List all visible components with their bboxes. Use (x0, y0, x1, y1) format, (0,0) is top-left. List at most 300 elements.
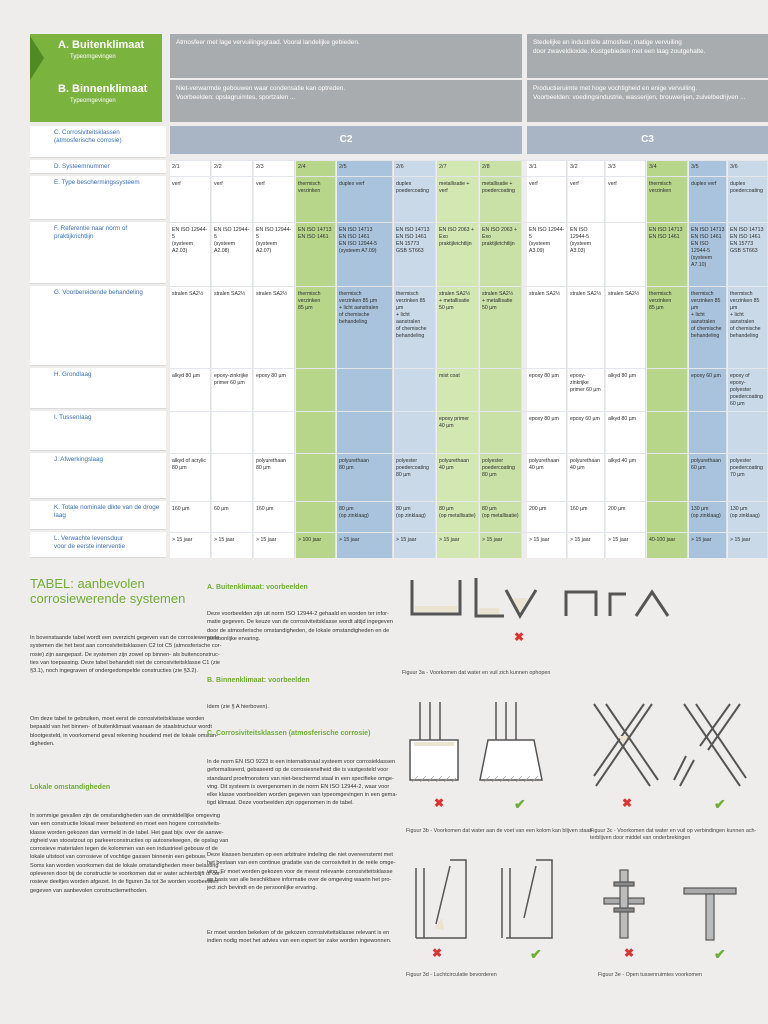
row-label-line: laag (54, 512, 66, 519)
system-number: 2/7 (439, 164, 447, 170)
cell-line: aanstralen (691, 319, 716, 325)
section-c-text-1 (207, 758, 397, 808)
system-column (647, 160, 688, 558)
cell-line: 200 µm (608, 506, 626, 512)
cell-line: (op zinklaag) (396, 513, 426, 519)
text-line: bepaald van het binnen- of buitenklimaat waaraan de staalstructuur wordt (30, 724, 212, 731)
table-title-line-1: TABEL: aanbevolen (30, 576, 145, 591)
row-divider (170, 411, 768, 412)
cell-line: mist coat (439, 373, 460, 379)
cell-line: + licht (691, 312, 705, 318)
cell-line: behandeling (691, 333, 720, 339)
cell-line: epoxy-zinkrijke (214, 373, 249, 379)
system-number: 3/1 (529, 164, 537, 170)
cell-line: polyurethaan (439, 458, 469, 464)
system-column (254, 160, 295, 558)
cell-line: alkyd 40 µm (608, 458, 637, 464)
system-column (527, 160, 567, 558)
check-icon: ✔ (530, 946, 542, 962)
cell-line: > 15 jaar (529, 537, 550, 543)
text-line: gegeven van aanbevolen constructiemethoden. (30, 887, 148, 894)
text-line: elke klasse voorbeelden worden gegeven van typeomgevingen in een gema- (207, 792, 398, 799)
cell-line: EN ISO 12944-5 (529, 227, 565, 240)
c2-buitenklimaat-line: Atmosfeer met lage vervuilingsgraad. Vooral landelijke gebieden. (176, 39, 360, 46)
figure-3a-caption (402, 670, 550, 677)
system-number: 3/2 (570, 164, 578, 170)
row-divider (170, 501, 768, 502)
cell-ref (337, 226, 393, 256)
system-number: 2/1 (172, 164, 180, 170)
cell-line: Exo praktijkrichtlijn (439, 234, 472, 247)
cell-line: > 15 jaar (339, 537, 360, 543)
cell-ground (212, 372, 253, 388)
cell-thick (568, 505, 605, 514)
cell-ground (606, 372, 646, 381)
row-divider (170, 532, 768, 533)
row-label (30, 286, 166, 366)
cell-line: 80 µm (439, 506, 454, 512)
angle-profile-shape (610, 594, 626, 616)
cell-top (689, 457, 727, 473)
cell-line: poedercoating (396, 465, 429, 471)
cell-line: Exo praktijkrichtlijn (482, 234, 515, 247)
cell-line: verzinken (649, 188, 672, 194)
cell-line: (systeem A7.09) (339, 248, 377, 254)
cell-top (568, 457, 605, 473)
cell-line: stralen SA2½ (172, 291, 204, 297)
cell-line: verzinken (298, 188, 321, 194)
system-column (394, 160, 436, 558)
cell-line: epoxy 80 µm (529, 373, 559, 379)
text-line: In de norm EN ISO 9223 is een internationaal systeem voor corrosieklassen (207, 759, 396, 765)
cell-life (394, 536, 436, 545)
cell-line: epoxy primer (439, 416, 469, 422)
c3-binnenklimaat-line-1: Productieruimte met hoge vochtigheid en enige vervuiling. (533, 85, 698, 92)
cell-line: EN ISO 1461 (396, 234, 427, 240)
cell-line: polyester (396, 458, 418, 464)
cross-icon: ✖ (624, 946, 635, 960)
cell-prep (728, 290, 768, 341)
intro-paragraph-1 (30, 634, 222, 675)
cell-line: polyurethaan (570, 458, 600, 464)
cell-line: + metallisatie (482, 298, 513, 304)
text-line: van een constructie lokaal meer belastend en moet een hogere corrosiviteits- (30, 821, 221, 828)
cell-type (212, 180, 253, 189)
figure-3e-caption (598, 972, 702, 979)
cell-line: thermisch (649, 181, 672, 187)
row-label-line: E. Type beschermingssysteem (54, 179, 140, 186)
text-line: ving. Dit systeem is overgenomen in de norm EN ISO 12944-2, waar voor (207, 783, 390, 790)
text-line: In sommige gevallen zijn de omstandigheden van de onmiddellijke omgeving (30, 813, 220, 819)
text-line: klasse worden gekozen dan vermeld in de tabel. Het gaat bijv. over de aanwe- (30, 829, 224, 836)
cell-line: alkyd 80 µm (608, 373, 637, 379)
cell-thick (394, 505, 436, 521)
cell-ref (394, 226, 436, 256)
cell-line: poedercoating (730, 188, 763, 194)
figure-3c-caption (590, 828, 756, 843)
cross-icon: ✖ (432, 946, 443, 960)
system-number: 2/5 (339, 164, 347, 170)
cell-line: > 15 jaar (730, 537, 751, 543)
cell-line: 80 µm (396, 472, 411, 478)
cell-thick (606, 505, 646, 514)
row-label (30, 453, 166, 499)
cell-line: alkyd of acrylic (172, 458, 207, 464)
cell-type (296, 180, 336, 196)
system-number: 3/6 (730, 164, 738, 170)
cell-line: > 15 jaar (570, 537, 591, 543)
cell-line: duplex (730, 181, 746, 187)
figure-3d-caption (406, 972, 497, 979)
cell-line: thermisch (298, 181, 321, 187)
row-label-line: voor de eerste interventie (54, 543, 126, 550)
c3-binnenklimaat-line-2: Voorbeelden: voedingsindustrie, wasserijen, brouwerijen, zuivelbedrijven ... (533, 94, 746, 101)
buitenklimaat-title: A. Buitenklimaat (58, 39, 145, 51)
cell-life (647, 536, 688, 545)
cell-life (480, 536, 522, 545)
cell-line: 80 µm (396, 506, 411, 512)
text-line: rosie) zijn aangepast. De systemen zijn zowel op binnen- als buitenconstruc- (30, 651, 220, 658)
table-title (30, 576, 185, 606)
corrosivity-band-c3: C3 (527, 126, 768, 154)
cell-mid (437, 415, 479, 431)
cross-icon: ✖ (514, 630, 525, 644)
row-divider (170, 176, 768, 177)
section-a-text (207, 610, 393, 643)
cell-line: epoxy 60 µm (691, 373, 721, 379)
system-number: 2/4 (298, 164, 306, 170)
cell-line: (op zinklaag) (339, 513, 369, 519)
check-icon: ✔ (714, 796, 726, 812)
cell-line: 40 µm (439, 465, 454, 471)
row-label (30, 222, 166, 284)
row-label-line: F. Referentie naar norm of (54, 225, 128, 232)
hat-profile-shape (566, 592, 596, 616)
cell-line: of chemische (396, 326, 427, 332)
cell-line: verf (570, 181, 579, 187)
cell-line: poedercoating (396, 188, 429, 194)
cell-top (337, 457, 393, 473)
cell-prep (606, 290, 646, 299)
cell-line: (op metallisatie) (482, 513, 519, 519)
text-line: geformaliseerd, gebaseerd op de corrosiesnelheid die is vastgesteld voor (207, 767, 389, 774)
system-column (480, 160, 522, 558)
cell-line: EN ISO 1461 (298, 234, 329, 240)
cell-line: 130 µm (730, 506, 748, 512)
system-number: 2/6 (396, 164, 404, 170)
cell-line: duplex verf (339, 181, 365, 187)
row-label (30, 160, 166, 174)
cell-line: EN 15773 (730, 241, 754, 247)
cell-prep (254, 290, 295, 299)
cell-life (296, 536, 336, 545)
cell-line: stralen SA2½ (439, 291, 471, 297)
cell-mid (606, 415, 646, 424)
cell-line: EN ISO 14713 (691, 227, 725, 233)
cell-ref (568, 226, 605, 256)
system-number: 2/3 (256, 164, 264, 170)
cell-line: metallisatie + (482, 181, 513, 187)
cell-line: GSB ST663 (730, 248, 758, 254)
cell-prep (337, 290, 393, 327)
cell-line: polyester (482, 458, 504, 464)
text-line: het bestaan van een continue gradatie van de corrosiviteit in de reële omge- (207, 860, 396, 867)
cell-line: verzinken 85 µm (396, 298, 426, 311)
cell-line: 50 µm (482, 305, 497, 311)
cell-line: behandeling (339, 319, 368, 325)
binnenklimaat-label (30, 78, 162, 122)
cell-line: (op metallisatie) (439, 513, 476, 519)
text-line: systemen die het best aan corrosiviteitsklassen C2 tot C5 (atmosferische cor- (30, 643, 222, 650)
cell-line: EN ISO 14713 (396, 227, 430, 233)
row-divider (170, 286, 768, 287)
cell-line: 80 µm (482, 472, 497, 478)
row-label-line: D. Systeemnummer (54, 163, 110, 170)
text-line: matie gegeven. De keuze van de corrosiviteitsklasse wordt altijd ingegeven (207, 619, 393, 626)
cell-top (480, 457, 522, 480)
cell-line: 50 µm (439, 305, 454, 311)
row-divider (170, 160, 768, 161)
cell-line: stralen SA2½ (608, 291, 640, 297)
cell-line: EN ISO 12944-5 (691, 241, 711, 254)
cell-line: duplex (396, 181, 412, 187)
cell-line: primer 60 µm (214, 380, 245, 386)
cell-ground (254, 372, 295, 381)
text-line: Idem (zie § A hierboven). (207, 704, 269, 710)
cell-line: verzinken 85 µm (339, 298, 378, 304)
cell-line: 40 µm (439, 423, 454, 429)
cell-line: 40-100 jaar (649, 537, 676, 543)
c3-buitenklimaat-line-1: Stedelijke en industriële atmosfeer, matige vervuiling (533, 39, 682, 46)
cell-prep (212, 290, 253, 299)
text-line: Figuur 3c - Voorkomen dat water en vuil op verbindingen kunnen ach- (590, 828, 757, 834)
cell-line: + licht (730, 312, 744, 318)
cell-line: poedercoating (482, 188, 515, 194)
cell-line: 85 µm (649, 305, 664, 311)
text-line: Figuur 3d - Luchtcirculatie bevorderen (406, 972, 497, 978)
cell-ref (437, 226, 479, 249)
system-column (568, 160, 605, 558)
system-column (437, 160, 479, 558)
cell-line: 60 µm (691, 465, 706, 471)
cell-prep (568, 290, 605, 299)
cell-line: polyurethaan (691, 458, 721, 464)
cell-thick (254, 505, 295, 514)
buitenklimaat-label (30, 34, 162, 78)
cell-line: 60 µm (730, 401, 745, 407)
cell-line: EN ISO 1461 (691, 234, 722, 240)
cell-type (480, 180, 522, 196)
cell-line: EN ISO 1461 (339, 234, 370, 240)
cell-ref (480, 226, 522, 249)
cell-line: (op zinklaag) (691, 513, 721, 519)
cell-line: + licht aanstralen (396, 312, 421, 325)
c3-buitenklimaat-line-2: door zwaveldioxide. Kustgebieden met een laag zoutgehalte. (533, 48, 706, 55)
text-line: Deze klassen berusten op een arbitraire indeling die niet overeenstemt met (207, 852, 393, 858)
cell-line: thermisch (298, 291, 321, 297)
cell-line: poedercoating (482, 465, 515, 471)
cell-line: primer 60 µm (570, 387, 601, 393)
row-label (30, 532, 166, 558)
cell-top (728, 457, 768, 480)
cell-line: alkyd 80 µm (172, 373, 201, 379)
row-label-line: G. Voorbereidende behandeling (54, 289, 143, 296)
cell-top (170, 457, 211, 473)
cell-line: polyurethaan (256, 458, 286, 464)
cell-line: EN ISO 14713 (339, 227, 373, 233)
cell-thick (212, 505, 253, 514)
cell-line: EN ISO 14713 (649, 227, 683, 233)
cell-type (437, 180, 479, 196)
cell-line: polyester (730, 458, 752, 464)
cell-line: behandeling (730, 333, 759, 339)
c2-binnenklimaat-line-1: Niet-verwarmde gebouwen waar condensatie kan optreden. (176, 85, 346, 92)
cell-line: 70 µm (730, 472, 745, 478)
cell-type (728, 180, 768, 196)
cell-line: EN ISO 12944-5 (214, 227, 250, 240)
text-line: Om deze tabel te gebruiken, moet eerst de corrosiviteitsklasse worden (30, 716, 205, 722)
cell-line: stralen SA2½ (529, 291, 561, 297)
row-label-line: K. Totale nominale dikte van de droge (54, 504, 160, 511)
cell-line: verzinken (298, 298, 321, 304)
text-line: blootgesteld, in voorkomend geval rekening houdend met de lokale omstan- (30, 732, 218, 739)
cell-line: 160 µm (172, 506, 190, 512)
cell-line: verf (172, 181, 181, 187)
cell-line: stralen SA2½ (570, 291, 602, 297)
system-number: 3/4 (649, 164, 657, 170)
cell-line: epoxy-zinkrijke (570, 373, 589, 386)
cell-line: poedercoating (730, 394, 763, 400)
figure-3b-drawing (406, 702, 556, 794)
cell-prep (527, 290, 567, 299)
cell-line: aanstralen (730, 319, 755, 325)
text-line: lokale uitstoot van corrosieve of vochtige gassen binnenin een gebouw. (30, 854, 207, 861)
cell-thick (527, 505, 567, 514)
cell-life (728, 536, 768, 545)
section-c-text-2 (207, 851, 395, 892)
section-c-text-3 (207, 929, 391, 946)
cell-line: EN ISO 12944-5 (172, 227, 208, 240)
cell-type (689, 180, 727, 189)
cell-life (337, 536, 393, 545)
lokale-omstandigheden-text (30, 812, 228, 895)
arrow-icon (30, 36, 44, 80)
check-icon: ✔ (714, 946, 726, 962)
cell-line: > 15 jaar (608, 537, 629, 543)
text-line: In bovenstaande tabel wordt een overzicht gegeven van de corrosiewerende (30, 635, 220, 641)
cell-line: verf (439, 188, 448, 194)
c3-buitenklimaat-text (527, 34, 768, 78)
binnenklimaat-title: B. Binnenklimaat (58, 83, 148, 95)
cell-ground (527, 372, 567, 381)
text-line: ties van toepassing. Deze tabel behandelt niet de corrosiviteitsklasse C1 (zie (30, 659, 220, 666)
text-line: Soms kan worden voorkomen dat de lokale omstandigheden meer belasting (30, 862, 219, 869)
cell-type (394, 180, 436, 196)
cell-line: thermisch (691, 291, 714, 297)
cell-ref (728, 226, 768, 256)
row-divider (170, 453, 768, 454)
cell-line: of chemische (730, 326, 761, 332)
cell-line: metallisatie + (439, 181, 470, 187)
cell-line: EN ISO 14713 (298, 227, 332, 233)
cell-prep (480, 290, 522, 313)
figure-3a-drawing (402, 572, 692, 652)
row-label-line: I. Tussenlaag (54, 414, 92, 421)
text-line: Er moet worden bekeken of de gekozen corrosiviteitsklasse relevant is en (207, 930, 390, 936)
system-number: 2/8 (482, 164, 490, 170)
text-line: rosieve deeltjes worden afgezet. In de figuren 3a tot 3e worden voorbeelden (30, 879, 219, 886)
cell-line: (systeem A3.09) (529, 241, 551, 254)
cell-line: EN ISO 1461 (649, 234, 680, 240)
cell-line: EN ISO 12944-5 (339, 241, 378, 247)
cell-type (647, 180, 688, 196)
cell-top (394, 457, 436, 480)
cell-line: EN ISO 2063 + (439, 227, 475, 233)
text-line: opleveren door bij de constructie te voorkomen dat er water achterblijft of cor- (30, 871, 222, 878)
system-column (212, 160, 253, 558)
cell-prep (296, 290, 336, 313)
cell-ref (689, 226, 727, 270)
check-icon: ✔ (514, 796, 526, 812)
cross-icon: ✖ (622, 796, 633, 810)
cell-line: 60 µm (214, 506, 229, 512)
text-line: standaard proefmonsters van niet-beschermd staal in een specifieke omge- (207, 775, 394, 782)
cell-ref (527, 226, 567, 256)
cell-line: 160 µm (570, 506, 588, 512)
cell-line: 80 µm (339, 506, 354, 512)
cell-line: poedercoating (730, 465, 763, 471)
cell-life (170, 536, 211, 545)
row-label-line: (atmosferische corrosie) (54, 137, 122, 144)
cross-icon: ✖ (434, 796, 445, 810)
cell-line: epoxy 60 µm (570, 416, 600, 422)
cell-line: duplex verf (691, 181, 717, 187)
row-label-line: H. Grondlaag (54, 371, 92, 378)
cell-line: stralen SA2½ (214, 291, 246, 297)
cell-thick (437, 505, 479, 521)
cell-line: EN ISO 14713 (730, 227, 764, 233)
c2-buitenklimaat-text (170, 34, 522, 78)
cell-thick (337, 505, 393, 521)
cell-ref (254, 226, 295, 256)
cell-thick (480, 505, 522, 521)
text-line: Figuur 3a - Voorkomen dat water en vuil zich kunnen ophopen (402, 670, 551, 676)
cell-life (527, 536, 567, 545)
text-line: door de atmosferische omstandigheden, de lokale omstandigheden en de (207, 627, 390, 634)
cell-type (170, 180, 211, 189)
section-a-heading: A. Buitenklimaat: voorbeelden (207, 584, 308, 591)
cell-line: thermisch (730, 291, 753, 297)
cell-line: 80 µm (339, 465, 354, 471)
lokale-omstandigheden-heading: Lokale omstandigheden (30, 784, 111, 791)
cell-line: EN 15773 (396, 241, 420, 247)
figure-3e-drawing (598, 868, 748, 944)
text-line: persoonlijke ervaring. (207, 635, 261, 642)
cell-type (337, 180, 393, 189)
cell-line: of chemische (339, 312, 370, 318)
cell-top (254, 457, 295, 473)
cell-ground (728, 372, 768, 409)
text-line: §3.1), noch ingegraven of ondergedompelde constructies (zie §3.2). (30, 668, 198, 675)
cell-line: alkyd 80 µm (608, 416, 637, 422)
cell-line: (systeem A2.08) (214, 241, 236, 254)
cell-prep (394, 290, 436, 341)
cell-line: 40 µm (529, 465, 544, 471)
text-line: tigd klimaat. Deze voorbeelden zijn opgenomen in de tabel. (207, 800, 354, 807)
cell-line: > 15 jaar (396, 537, 417, 543)
intro-paragraph-2 (30, 715, 218, 748)
cell-line: (systeem A2.03) (172, 241, 194, 254)
